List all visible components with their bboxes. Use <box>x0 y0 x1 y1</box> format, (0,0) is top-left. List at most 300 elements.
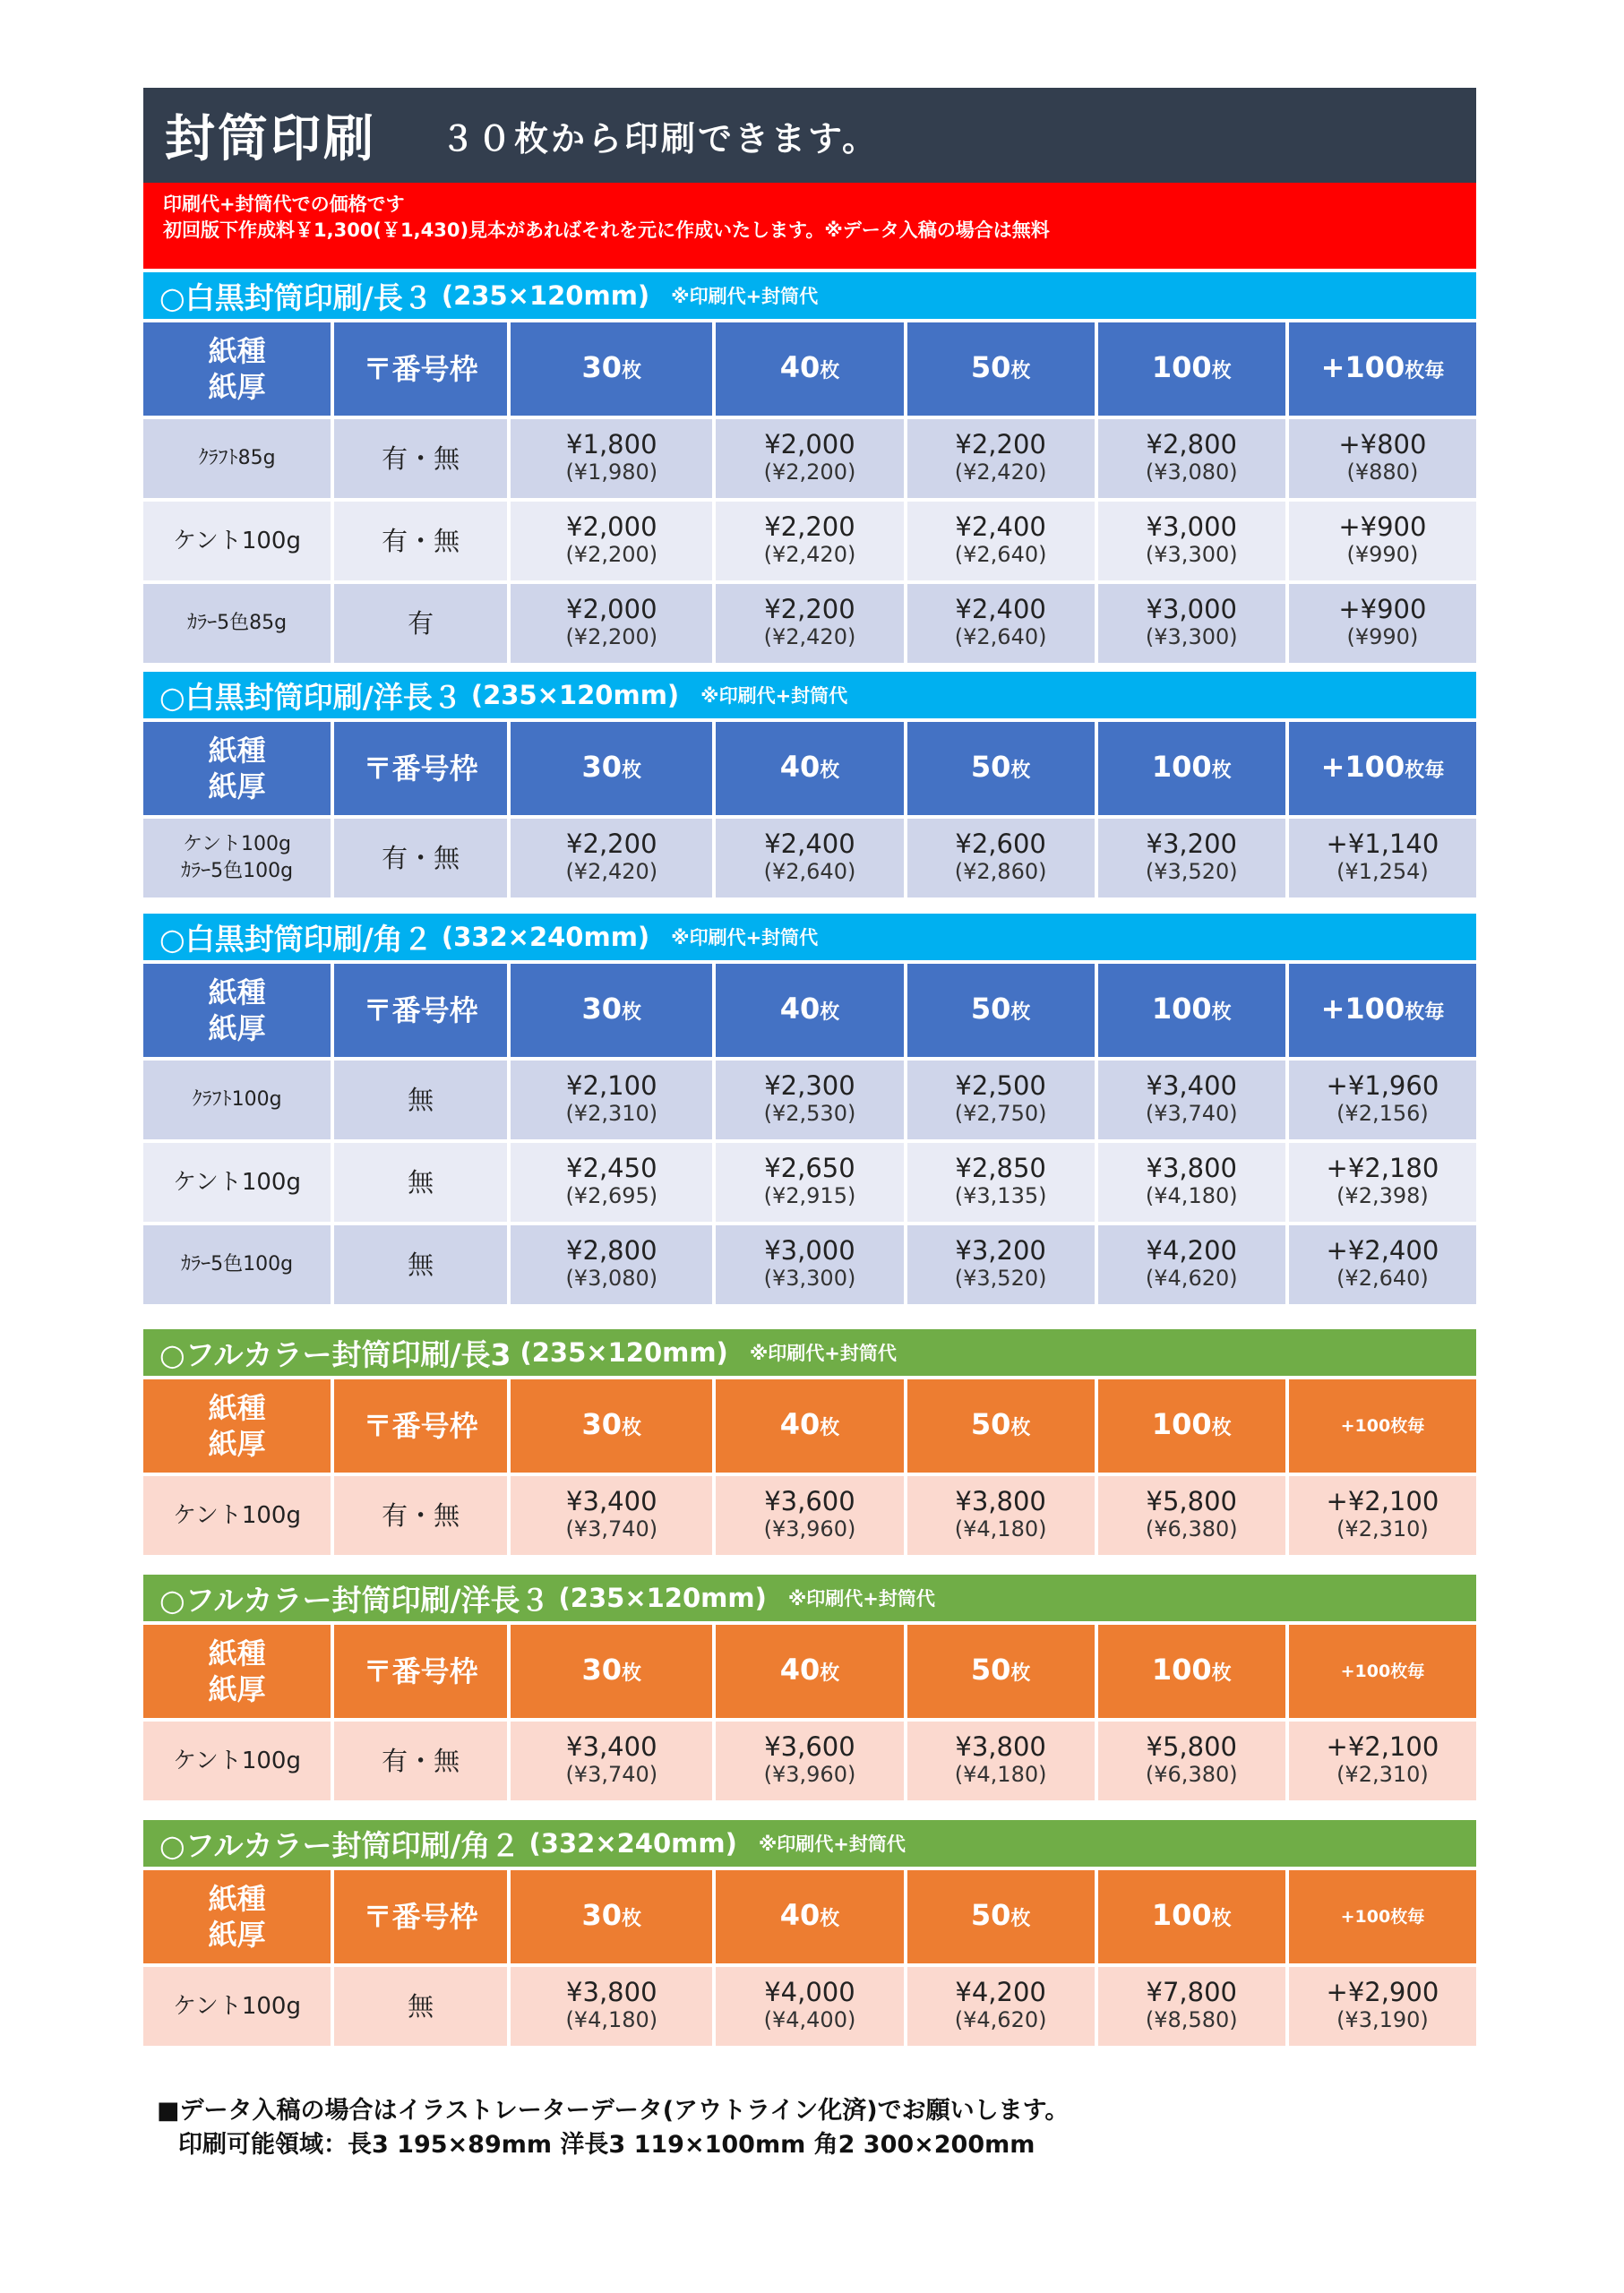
col-unit: 枚 <box>1211 1662 1232 1685</box>
table-row <box>143 1722 1476 1800</box>
price-value: ¥5,800 <box>1146 1731 1237 1762</box>
price-tax-included: (¥6,380) <box>1145 1762 1238 1787</box>
price-cell <box>907 1225 1095 1304</box>
price-value: ¥4,200 <box>1146 1235 1237 1266</box>
footer-line-2: 印刷可能領域：長3 195×89mm 洋長3 119×100mm 角2 300×200mm <box>178 2131 1035 2159</box>
col-postal: 〒番号枠 <box>334 1379 507 1473</box>
price-tax-included: (¥3,300) <box>763 1266 856 1291</box>
price-tax-included: (¥3,135) <box>954 1183 1047 1208</box>
price-cell <box>511 584 712 663</box>
col-qty: 50 <box>970 1652 1011 1687</box>
col-paper <box>143 1870 331 1963</box>
postal-cell: 有・無 <box>334 502 507 580</box>
page-subtitle: ３０枚から印刷できます。 <box>441 118 879 159</box>
price-cell <box>1289 1061 1476 1139</box>
col-postal: 〒番号枠 <box>334 722 507 815</box>
table-header-row <box>143 1379 1476 1473</box>
col-unit: 枚 <box>1010 1001 1031 1024</box>
col-q50 <box>907 1870 1095 1963</box>
col-unit: 枚 <box>1211 1001 1232 1024</box>
col-q30 <box>511 1870 712 1963</box>
col-q50 <box>907 964 1095 1057</box>
price-value: ¥2,800 <box>1146 429 1237 459</box>
table-row <box>143 819 1476 897</box>
section-title-bar <box>143 1820 1476 1867</box>
price-tax-included: (¥2,915) <box>763 1183 856 1208</box>
col-q50 <box>907 322 1095 416</box>
col-qty: 30 <box>581 749 623 784</box>
price-value: ¥3,000 <box>764 1235 855 1266</box>
col-unit: 枚 <box>1010 359 1031 382</box>
postal-cell: 有・無 <box>334 1722 507 1800</box>
col-qty: +100 <box>1320 749 1405 784</box>
col-q100 <box>1098 322 1285 416</box>
table-header-row <box>143 964 1476 1057</box>
col-plus <box>1289 722 1476 815</box>
price-value: +¥2,900 <box>1326 1977 1439 2007</box>
price-value: +¥800 <box>1338 429 1427 459</box>
price-cell <box>511 419 712 498</box>
price-value: ¥3,000 <box>1146 511 1237 542</box>
price-value: ¥2,200 <box>764 594 855 624</box>
price-cell <box>511 1061 712 1139</box>
price-cell <box>716 1476 903 1555</box>
price-value: ¥2,200 <box>764 511 855 542</box>
price-value: ¥3,200 <box>1146 829 1237 859</box>
price-value: +¥1,140 <box>1326 829 1439 859</box>
paper-name: ｶﾗｰ5色100g <box>181 1253 294 1275</box>
section-title: ○フルカラー封筒印刷/洋長３ <box>159 1582 550 1618</box>
col-unit: 枚 <box>1211 359 1232 382</box>
price-cell <box>716 1967 903 2046</box>
col-plus: +100枚毎 <box>1289 1870 1476 1963</box>
price-tax-included: (¥2,860) <box>954 859 1047 884</box>
price-value: ¥2,800 <box>566 1235 657 1266</box>
price-notice <box>143 183 1476 269</box>
paper-cell <box>143 819 331 897</box>
col-q30 <box>511 1379 712 1473</box>
col-q30 <box>511 964 712 1057</box>
col-qty: 40 <box>779 349 821 384</box>
price-tax-included: (¥2,695) <box>565 1183 658 1208</box>
section-note: ※印刷代+封筒代 <box>758 1834 906 1855</box>
col-q40 <box>716 1625 903 1718</box>
col-paper <box>143 322 331 416</box>
col-q40 <box>716 722 903 815</box>
price-value: ¥2,500 <box>955 1070 1046 1101</box>
price-value: ¥2,450 <box>566 1153 657 1183</box>
col-unit: 枚 <box>1010 759 1031 782</box>
price-cell <box>1098 1967 1285 2046</box>
section-title: ○フルカラー封筒印刷/角２ <box>159 1827 520 1863</box>
section-title-bar <box>143 1329 1476 1376</box>
col-postal: 〒番号枠 <box>334 964 507 1057</box>
price-cell <box>1098 584 1285 663</box>
price-table <box>140 960 1480 1308</box>
paper-name: ケント100g <box>173 1169 301 1196</box>
price-cell <box>511 502 712 580</box>
price-tax-included: (¥1,980) <box>565 459 658 485</box>
col-unit: 枚 <box>820 359 840 382</box>
footer-note <box>157 2094 1069 2162</box>
page-title: 封筒印刷 <box>165 110 376 168</box>
price-value: ¥2,600 <box>955 829 1046 859</box>
paper-name: ケント100g <box>173 528 301 554</box>
price-value: ¥2,000 <box>566 594 657 624</box>
col-unit: 枚 <box>1010 1907 1031 1930</box>
col-unit: 枚 <box>820 1001 840 1024</box>
col-q100 <box>1098 1625 1285 1718</box>
col-q30 <box>511 722 712 815</box>
paper-cell <box>143 1143 331 1222</box>
price-cell <box>511 819 712 897</box>
col-qty: 100 <box>1151 1652 1212 1687</box>
col-paper-line-1: 紙種 <box>208 1391 266 1425</box>
table-row <box>143 419 1476 498</box>
price-tax-included: (¥3,520) <box>954 1266 1047 1291</box>
col-paper <box>143 964 331 1057</box>
table-row <box>143 1225 1476 1304</box>
price-cell <box>907 584 1095 663</box>
table-header-row <box>143 722 1476 815</box>
section-title-bar <box>143 672 1476 718</box>
col-unit: 枚毎 <box>1405 1001 1445 1024</box>
price-section <box>143 1575 1476 1804</box>
section-note: ※印刷代+封筒代 <box>671 927 819 949</box>
table-header-row <box>143 322 1476 416</box>
col-plus <box>1289 322 1476 416</box>
col-qty: +100 <box>1320 991 1405 1026</box>
col-paper-line-2: 紙厚 <box>208 1672 266 1706</box>
price-value: ¥3,800 <box>955 1486 1046 1516</box>
col-qty: 50 <box>970 1897 1011 1932</box>
price-cell <box>716 419 903 498</box>
paper-name: ケント100g <box>173 1993 301 2020</box>
col-q100 <box>1098 722 1285 815</box>
section-title-bar <box>143 914 1476 960</box>
price-tax-included: (¥4,180) <box>1145 1183 1238 1208</box>
price-cell <box>907 502 1095 580</box>
price-cell <box>1289 819 1476 897</box>
col-qty: 30 <box>581 1897 623 1932</box>
price-tax-included: (¥2,530) <box>763 1101 856 1126</box>
price-cell <box>1289 419 1476 498</box>
section-title: ○白黒封筒印刷/角２ <box>159 921 433 957</box>
price-tax-included: (¥2,420) <box>763 542 856 567</box>
col-paper <box>143 722 331 815</box>
paper-name-2: ｶﾗｰ5色100g <box>181 860 294 882</box>
price-tax-included: (¥2,310) <box>1336 1762 1429 1787</box>
price-cell <box>907 1143 1095 1222</box>
price-cell <box>511 1967 712 2046</box>
price-tax-included: (¥3,740) <box>565 1516 658 1542</box>
section-size: (235×120mm) <box>558 1583 767 1613</box>
col-paper-line-1: 紙種 <box>208 334 266 368</box>
col-q100 <box>1098 1379 1285 1473</box>
price-tax-included: (¥4,620) <box>1145 1266 1238 1291</box>
col-q50 <box>907 1625 1095 1718</box>
col-plus: +100枚毎 <box>1289 1625 1476 1718</box>
price-tax-included: (¥2,420) <box>954 459 1047 485</box>
section-size: (235×120mm) <box>441 280 650 311</box>
section-size: (235×120mm) <box>520 1337 728 1368</box>
price-cell <box>716 502 903 580</box>
col-unit: 枚 <box>1010 1662 1031 1685</box>
postal-cell: 有・無 <box>334 819 507 897</box>
price-tax-included: (¥2,640) <box>954 624 1047 649</box>
price-value: +¥2,100 <box>1326 1731 1439 1762</box>
col-qty: 50 <box>970 1406 1011 1441</box>
price-value: ¥3,800 <box>566 1977 657 2007</box>
price-cell <box>1098 1722 1285 1800</box>
section-title-bar <box>143 1575 1476 1621</box>
section-title: ○白黒封筒印刷/洋長３ <box>159 679 462 715</box>
price-cell <box>1098 1476 1285 1555</box>
price-cell <box>1289 1225 1476 1304</box>
price-value: ¥2,000 <box>566 511 657 542</box>
price-cell <box>1289 1967 1476 2046</box>
price-tax-included: (¥990) <box>1346 542 1419 567</box>
price-cell <box>1098 1225 1285 1304</box>
col-unit: 枚 <box>820 759 840 782</box>
paper-cell <box>143 1476 331 1555</box>
col-plus <box>1289 964 1476 1057</box>
price-value: +¥2,400 <box>1326 1235 1439 1266</box>
price-table <box>140 1376 1480 1559</box>
col-qty: 100 <box>1151 1897 1212 1932</box>
price-tax-included: (¥2,200) <box>565 624 658 649</box>
postal-cell: 有 <box>334 584 507 663</box>
col-plus: +100枚毎 <box>1289 1379 1476 1473</box>
col-q30 <box>511 322 712 416</box>
section-note: ※印刷代+封筒代 <box>749 1343 897 1364</box>
col-paper <box>143 1379 331 1473</box>
col-qty: 40 <box>779 749 821 784</box>
col-qty: 40 <box>779 1652 821 1687</box>
price-tax-included: (¥2,310) <box>1336 1516 1429 1542</box>
price-section <box>143 914 1476 1308</box>
price-tax-included: (¥3,080) <box>565 1266 658 1291</box>
price-tax-included: (¥4,180) <box>954 1762 1047 1787</box>
price-sections <box>143 272 1476 2049</box>
col-qty: 100 <box>1151 349 1212 384</box>
col-paper-line-2: 紙厚 <box>208 769 266 803</box>
price-section <box>143 272 1476 666</box>
price-value: +¥900 <box>1338 511 1427 542</box>
price-value: ¥4,000 <box>764 1977 855 2007</box>
col-qty: 40 <box>779 1406 821 1441</box>
table-row <box>143 584 1476 663</box>
paper-cell <box>143 584 331 663</box>
col-paper-line-2: 紙厚 <box>208 1011 266 1045</box>
section-note: ※印刷代+封筒代 <box>700 685 848 707</box>
col-q100 <box>1098 964 1285 1057</box>
price-value: ¥3,800 <box>1146 1153 1237 1183</box>
paper-name: ｶﾗｰ5色85g <box>187 612 288 634</box>
col-unit: 枚毎 <box>1405 759 1445 782</box>
paper-cell <box>143 419 331 498</box>
col-unit: 枚 <box>820 1907 840 1930</box>
col-qty: 40 <box>779 991 821 1026</box>
section-title: ○フルカラー封筒印刷/長3 <box>159 1336 511 1372</box>
paper-name: ケント100g <box>173 1502 301 1529</box>
price-value: ¥2,400 <box>764 829 855 859</box>
col-q40 <box>716 322 903 416</box>
section-title-bar <box>143 272 1476 319</box>
paper-name: ケント100g <box>173 1748 301 1774</box>
col-unit: 枚 <box>622 359 642 382</box>
price-value: +¥2,100 <box>1326 1486 1439 1516</box>
price-tax-included: (¥4,180) <box>565 2007 658 2032</box>
price-cell <box>907 1722 1095 1800</box>
col-postal: 〒番号枠 <box>334 1625 507 1718</box>
price-tax-included: (¥2,640) <box>763 859 856 884</box>
price-tax-included: (¥880) <box>1346 459 1419 485</box>
price-value: ¥2,200 <box>955 429 1046 459</box>
price-value: ¥3,600 <box>764 1486 855 1516</box>
price-section <box>143 1329 1476 1559</box>
col-unit: 枚 <box>622 1662 642 1685</box>
price-cell <box>1289 502 1476 580</box>
price-cell <box>716 1722 903 1800</box>
col-qty: 50 <box>970 991 1011 1026</box>
price-table <box>140 718 1480 901</box>
col-paper-line-1: 紙種 <box>208 975 266 1009</box>
price-cell <box>511 1225 712 1304</box>
price-cell <box>1289 1476 1476 1555</box>
price-value: ¥2,650 <box>764 1153 855 1183</box>
price-value: ¥2,000 <box>764 429 855 459</box>
price-value: ¥2,200 <box>566 829 657 859</box>
price-tax-included: (¥6,380) <box>1145 1516 1238 1542</box>
col-postal: 〒番号枠 <box>334 322 507 416</box>
price-tax-included: (¥8,580) <box>1145 2007 1238 2032</box>
price-value: ¥3,200 <box>955 1235 1046 1266</box>
col-unit: 枚 <box>820 1662 840 1685</box>
price-value: ¥2,850 <box>955 1153 1046 1183</box>
price-value: +¥2,180 <box>1326 1153 1439 1183</box>
col-unit: 枚 <box>622 759 642 782</box>
section-size: (332×240mm) <box>528 1828 737 1859</box>
paper-cell <box>143 1225 331 1304</box>
col-qty: 40 <box>779 1897 821 1932</box>
price-tax-included: (¥2,156) <box>1336 1101 1429 1126</box>
col-qty: 100 <box>1151 991 1212 1026</box>
postal-cell: 無 <box>334 1143 507 1222</box>
col-q30 <box>511 1625 712 1718</box>
price-tax-included: (¥2,200) <box>565 542 658 567</box>
table-row <box>143 1143 1476 1222</box>
col-unit: 枚 <box>622 1416 642 1439</box>
table-row <box>143 1061 1476 1139</box>
price-tax-included: (¥2,420) <box>763 624 856 649</box>
col-qty: 100 <box>1151 1406 1212 1441</box>
col-qty: 30 <box>581 349 623 384</box>
col-unit: 枚 <box>820 1416 840 1439</box>
price-tax-included: (¥1,254) <box>1336 859 1429 884</box>
col-paper-line-1: 紙種 <box>208 734 266 768</box>
price-tax-included: (¥2,640) <box>1336 1266 1429 1291</box>
section-title: ○白黒封筒印刷/長３ <box>159 279 433 315</box>
price-tax-included: (¥2,398) <box>1336 1183 1429 1208</box>
paper-name: ケント100g <box>183 833 291 855</box>
price-tax-included: (¥2,640) <box>954 542 1047 567</box>
postal-cell: 有・無 <box>334 419 507 498</box>
col-q100 <box>1098 1870 1285 1963</box>
col-unit: 枚 <box>1211 1416 1232 1439</box>
price-value: +¥900 <box>1338 594 1427 624</box>
col-paper-line-2: 紙厚 <box>208 1918 266 1952</box>
table-row <box>143 1967 1476 2046</box>
price-cell <box>1289 1722 1476 1800</box>
price-tax-included: (¥4,180) <box>954 1516 1047 1542</box>
price-section <box>143 672 1476 901</box>
col-q40 <box>716 964 903 1057</box>
table-header-row <box>143 1870 1476 1963</box>
paper-name: ｸﾗﾌﾄ100g <box>192 1088 282 1111</box>
price-value: ¥3,400 <box>566 1731 657 1762</box>
price-tax-included: (¥2,420) <box>565 859 658 884</box>
section-note: ※印刷代+封筒代 <box>671 286 819 307</box>
price-tax-included: (¥3,300) <box>1145 542 1238 567</box>
col-paper-line-1: 紙種 <box>208 1636 266 1670</box>
table-row <box>143 502 1476 580</box>
title-bar <box>143 88 1476 183</box>
price-value: ¥3,400 <box>1146 1070 1237 1101</box>
price-cell <box>907 1967 1095 2046</box>
col-q40 <box>716 1870 903 1963</box>
col-paper-line-2: 紙厚 <box>208 1427 266 1461</box>
price-cell <box>716 1143 903 1222</box>
price-cell <box>716 1061 903 1139</box>
price-sheet <box>143 88 1476 2049</box>
price-cell <box>716 819 903 897</box>
price-tax-included: (¥3,300) <box>1145 624 1238 649</box>
price-cell <box>907 419 1095 498</box>
price-cell <box>1098 502 1285 580</box>
table-row <box>143 1476 1476 1555</box>
price-cell <box>716 584 903 663</box>
section-size: (235×120mm) <box>470 680 680 710</box>
price-value: ¥3,400 <box>566 1486 657 1516</box>
col-qty: 50 <box>970 349 1011 384</box>
price-value: ¥5,800 <box>1146 1486 1237 1516</box>
price-value: ¥3,000 <box>1146 594 1237 624</box>
price-table <box>140 1621 1480 1804</box>
price-tax-included: (¥3,960) <box>763 1762 856 1787</box>
price-cell <box>716 1225 903 1304</box>
col-q50 <box>907 1379 1095 1473</box>
price-cell <box>907 1061 1095 1139</box>
col-qty: 50 <box>970 749 1011 784</box>
price-tax-included: (¥2,200) <box>763 459 856 485</box>
price-value: ¥4,200 <box>955 1977 1046 2007</box>
price-cell <box>511 1143 712 1222</box>
col-paper <box>143 1625 331 1718</box>
price-value: ¥2,100 <box>566 1070 657 1101</box>
price-tax-included: (¥3,740) <box>1145 1101 1238 1126</box>
col-unit: 枚 <box>1211 1907 1232 1930</box>
price-value: ¥2,400 <box>955 511 1046 542</box>
price-value: ¥3,600 <box>764 1731 855 1762</box>
col-qty: 30 <box>581 1406 623 1441</box>
section-size: (332×240mm) <box>441 922 650 952</box>
col-q50 <box>907 722 1095 815</box>
price-tax-included: (¥4,620) <box>954 2007 1047 2032</box>
price-value: ¥7,800 <box>1146 1977 1237 2007</box>
price-value: ¥2,400 <box>955 594 1046 624</box>
footer-line-1: ■データ入稿の場合はイラストレーターデータ(アウトライン化済)でお願いします。 <box>157 2097 1070 2125</box>
